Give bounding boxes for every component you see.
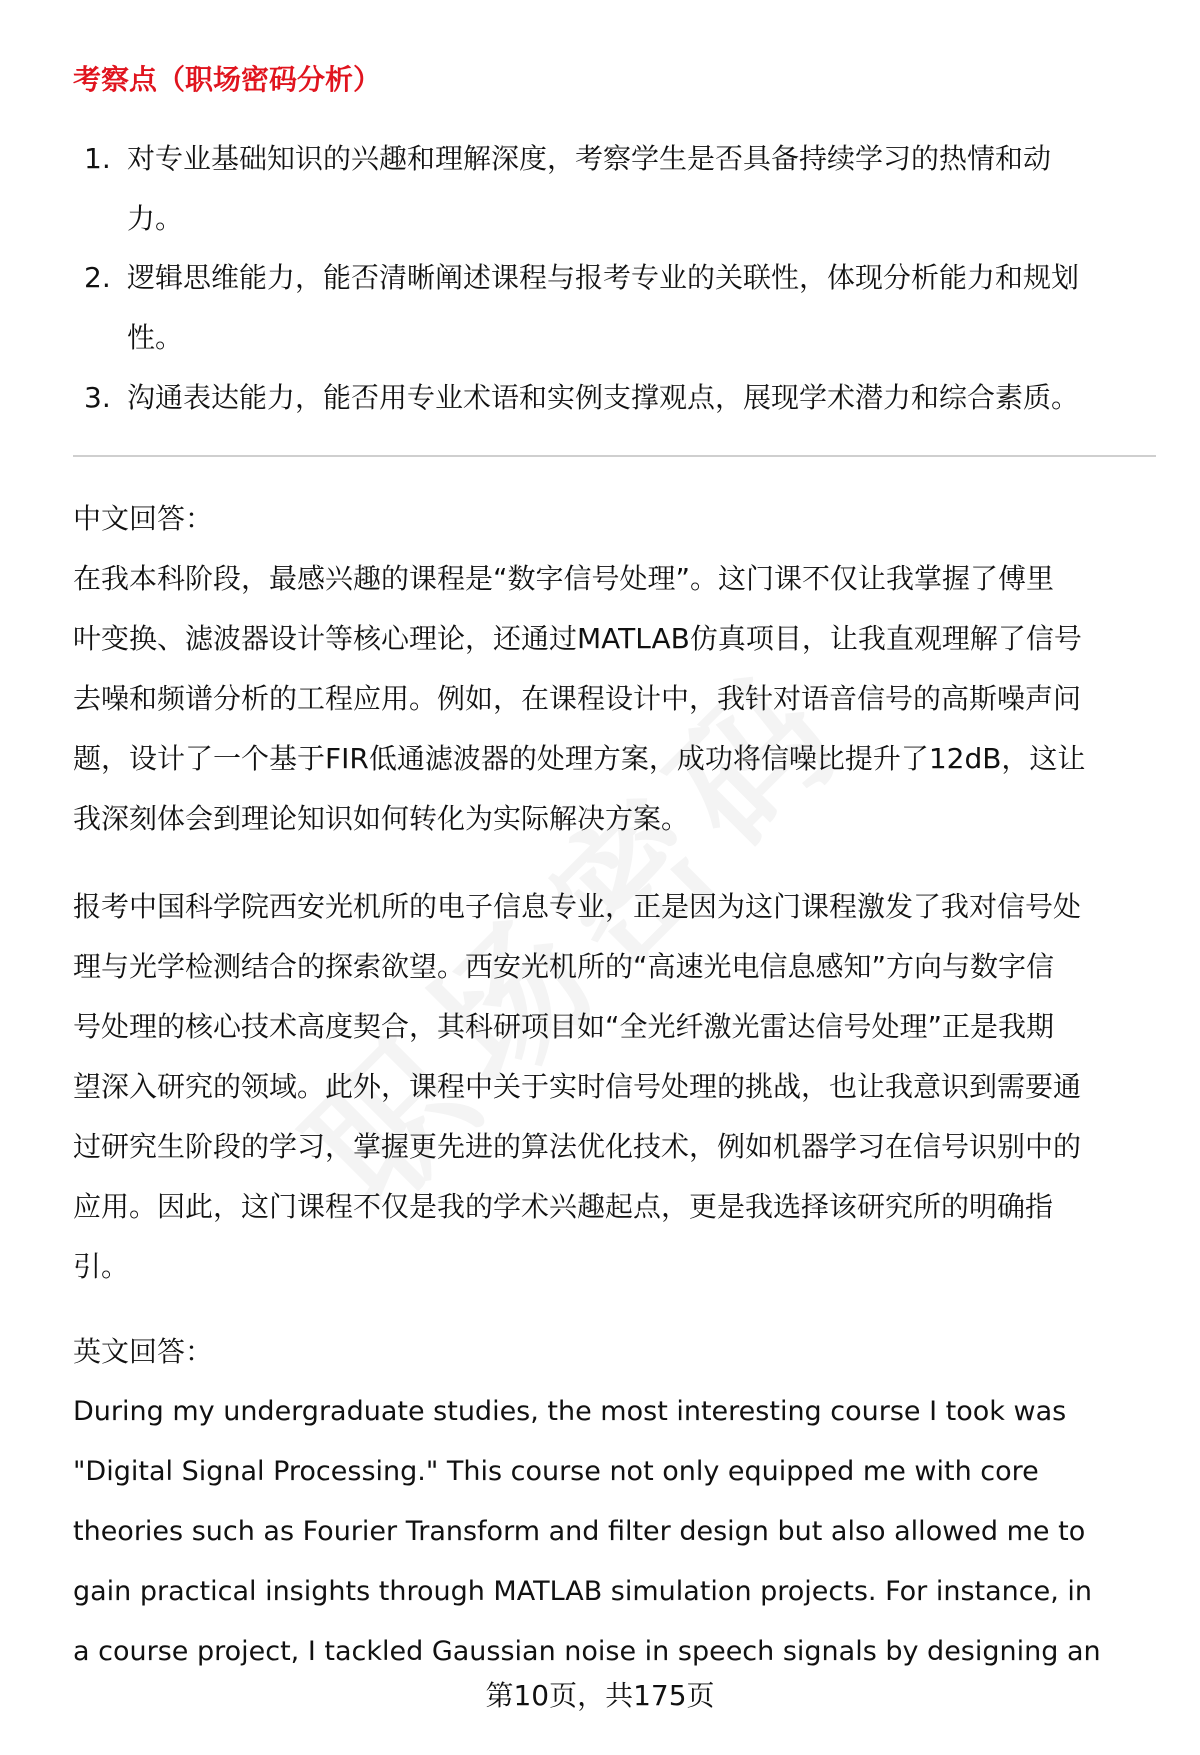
text-line: 引。 bbox=[73, 1250, 130, 1283]
text-line: During my undergraduate studies, the most interesting course I took was bbox=[73, 1396, 1067, 1427]
text-line: 报考中国科学院西安光机所的电子信息专业，正是因为这门课程激发了我对信号处 bbox=[73, 890, 1082, 923]
point-text: 对专业基础知识的兴趣和理解深度，考察学生是否具备持续学习的热情和动 bbox=[127, 142, 1052, 175]
point-number: 1. bbox=[84, 142, 111, 175]
text-line: 望深入研究的领域。此外，课程中关于实时信号处理的挑战，也让我意识到需要通 bbox=[73, 1070, 1082, 1103]
chinese-paragraph-1 bbox=[73, 549, 1085, 849]
point-text: 力。 bbox=[127, 202, 184, 235]
section-title: 考察点（职场密码分析） bbox=[73, 63, 382, 96]
text-line: 叶变换、滤波器设计等核心理论，还通过MATLAB仿真项目，让我直观理解了信号 bbox=[73, 622, 1082, 655]
point-number: 2. bbox=[84, 261, 111, 294]
text-line: 去噪和频谱分析的工程应用。例如，在课程设计中，我针对语音信号的高斯噪声问 bbox=[73, 682, 1082, 715]
text-line: 应用。因此，这门课程不仅是我的学术兴趣起点，更是我选择该研究所的明确指 bbox=[73, 1190, 1054, 1223]
text-line: 过研究生阶段的学习，掌握更先进的算法优化技术，例如机器学习在信号识别中的 bbox=[73, 1130, 1082, 1163]
divider bbox=[73, 455, 1156, 457]
text-line: gain practical insights through MATLAB simulation projects. For instance, in bbox=[73, 1576, 1093, 1607]
text-line: 号处理的核心技术高度契合，其科研项目如“全光纤激光雷达信号处理”正是我期 bbox=[73, 1010, 1055, 1043]
point-text: 沟通表达能力，能否用专业术语和实例支撑观点，展现学术潜力和综合素质。 bbox=[127, 381, 1080, 414]
chinese-answer-label: 中文回答： bbox=[73, 502, 214, 535]
page-number: 第10页，共175页 bbox=[485, 1679, 715, 1712]
text-line: 理与光学检测结合的探索欲望。西安光机所的“高速光电信息感知”方向与数字信 bbox=[73, 950, 1055, 983]
english-paragraph bbox=[73, 1382, 1101, 1682]
text-line: theories such as Fourier Transform and filter design but also allowed me to bbox=[73, 1516, 1086, 1547]
text-line: 我深刻体会到理论知识如何转化为实际解决方案。 bbox=[73, 802, 690, 835]
text-line: "Digital Signal Processing." This course not only equipped me with core bbox=[73, 1456, 1039, 1487]
point-number: 3. bbox=[84, 381, 111, 414]
chinese-paragraph-2 bbox=[73, 877, 1081, 1297]
text-line: 在我本科阶段，最感兴趣的课程是“数字信号处理”。这门课不仅让我掌握了傅里 bbox=[73, 562, 1055, 595]
text-line: 题，设计了一个基于FIR低通滤波器的处理方案，成功将信噪比提升了12dB，这让 bbox=[73, 742, 1086, 775]
text-line: a course project, I tackled Gaussian noise in speech signals by designing an bbox=[73, 1636, 1101, 1667]
english-answer-label: 英文回答： bbox=[73, 1335, 214, 1368]
point-text: 性。 bbox=[127, 321, 184, 354]
point-text: 逻辑思维能力，能否清晰阐述课程与报考专业的关联性，体现分析能力和规划 bbox=[127, 261, 1080, 294]
